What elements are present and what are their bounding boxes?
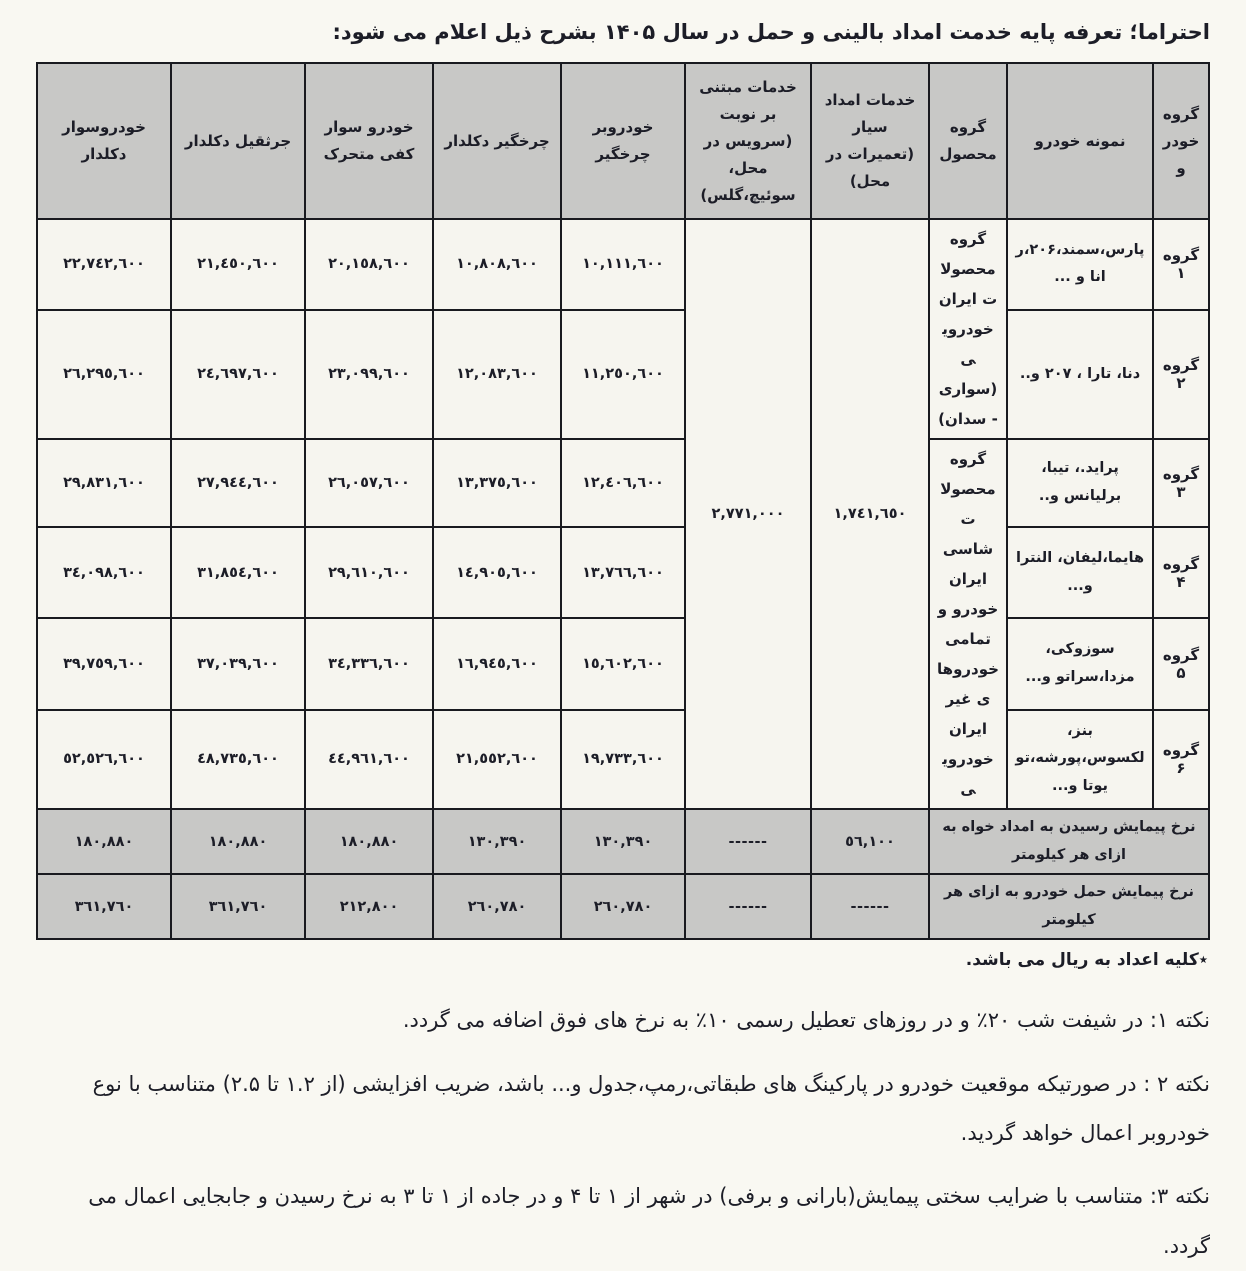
tariff-number: ٣٧,٠٣٩,٦٠٠ xyxy=(197,655,279,672)
tariff-number: ٢١,٥٥٢,٦٠٠ xyxy=(456,751,538,768)
tariff-cell xyxy=(561,439,685,527)
rate-cell xyxy=(171,874,305,939)
tariff-cell xyxy=(305,219,433,310)
vehicle-sample: پراید.، تیبا، برلیانس و.. xyxy=(1007,439,1153,527)
vehicle-sample: سوزوکی، مزدا،سراتو و... xyxy=(1007,618,1153,709)
tariff-cell xyxy=(171,310,305,439)
rate-cell xyxy=(811,809,929,874)
rate-number: ٣٦١,٧٦٠ xyxy=(74,898,134,915)
header-mobile-flatbed: خودرو سوار کفی متحرک xyxy=(305,63,433,219)
rate-cell xyxy=(305,874,433,939)
tariff-cell xyxy=(305,527,433,618)
rate-number: ٢٦٠,٧٨٠ xyxy=(593,898,653,915)
tariff-number: ٤٨,٧٣٥,٦٠٠ xyxy=(197,751,279,768)
tariff-cell xyxy=(171,527,305,618)
tariff-cell xyxy=(305,710,433,809)
notes-section xyxy=(36,996,1210,1271)
product-group-ikco-sedan: گروه محصولات ایران خودرویی (سواری- سدان) xyxy=(929,219,1007,439)
group-label: گروه۵ xyxy=(1153,618,1209,709)
tariff-cell xyxy=(37,439,171,527)
tariff-cell xyxy=(433,710,561,809)
tariff-number: ٢٣,٠٩٩,٦٠٠ xyxy=(328,366,410,383)
tariff-number: ٢١,٤٥٠,٦٠٠ xyxy=(197,256,279,273)
shift-services-number: ٢,٧٧١,٠٠٠ xyxy=(711,506,785,522)
rate-cell xyxy=(37,809,171,874)
tariff-number: ٢٤,٦٩٧,٦٠٠ xyxy=(197,366,279,383)
tariff-cell xyxy=(561,618,685,709)
rate-number: ١٨٠,٨٨٠ xyxy=(74,833,134,850)
header-boom-wheel-lift: چرخگیر دکلدار xyxy=(433,63,561,219)
tariff-number: ١٦,٩٤٥,٦٠٠ xyxy=(456,655,538,672)
tariff-cell xyxy=(37,618,171,709)
tariff-cell xyxy=(305,310,433,439)
table-row-group3 xyxy=(37,439,1209,527)
rial-footnote: ٭کلیه اعداد به ریال می باشد. xyxy=(965,950,1208,971)
rate-number: ٣٦١,٧٦٠ xyxy=(208,898,268,915)
rate-number: ٢٦٠,٧٨٠ xyxy=(467,898,527,915)
tariff-cell xyxy=(37,310,171,439)
rate-cell-dash: ------ xyxy=(685,809,811,874)
rate-cell xyxy=(305,809,433,874)
rate-row-transport xyxy=(37,874,1209,939)
note-1: نکته ۱: در شیفت شب ۲۰٪ و در روزهای تعطیل رسمی ۱۰٪ به نرخ های فوق اضافه می گردد. xyxy=(402,1008,1210,1033)
tariff-number: ٢٦,٢٩٥,٦٠٠ xyxy=(63,366,145,383)
header-boom-car-carrier: خودروسوار دکلدار xyxy=(37,63,171,219)
tariff-number: ٢٦,٠٥٧,٦٠٠ xyxy=(328,475,410,492)
tariff-cell xyxy=(433,219,561,310)
rate-cell-dash: ------ xyxy=(811,874,929,939)
tariff-number: ٢٠,١٥٨,٦٠٠ xyxy=(328,256,410,273)
tariff-number: ١٠,٨٠٨,٦٠٠ xyxy=(456,256,538,273)
tariff-cell xyxy=(171,439,305,527)
tariff-cell xyxy=(305,618,433,709)
table-row-group1 xyxy=(37,219,1209,310)
rate-cell xyxy=(561,809,685,874)
tariff-cell xyxy=(37,219,171,310)
tariff-table xyxy=(36,62,1210,940)
rate-row-arrival xyxy=(37,809,1209,874)
rate-number: ١٨٠,٨٨٠ xyxy=(339,833,399,850)
tariff-number: ٢٩,٨٣١,٦٠٠ xyxy=(63,475,145,492)
header-mobile-relief-services: خدمات امداد سیار (تعمیرات در محل) xyxy=(811,63,929,219)
product-group-chassis-non-ikco: گروه محصولات شاسی ایران خودرو و تمامی خودروهای غیر ایران خودرویی xyxy=(929,439,1007,809)
mobile-relief-number: ١,٧٤١,٦٥٠ xyxy=(833,506,907,522)
rate-cell-dash: ------ xyxy=(685,874,811,939)
tariff-number: ١٢,٤٠٦,٦٠٠ xyxy=(582,475,664,492)
header-vehicle-sample: نمونه خودرو xyxy=(1007,63,1153,219)
tariff-number: ١٣,٧٦٦,٦٠٠ xyxy=(582,564,664,581)
rate-cell xyxy=(37,874,171,939)
rate-number: ٥٦,١٠٠ xyxy=(845,833,895,850)
rate-row-label: نرخ پیمایش رسیدن به امداد خواه به ازای هر کیلومتر xyxy=(929,809,1209,874)
tariff-cell xyxy=(561,527,685,618)
rate-number: ١٣٠,٣٩٠ xyxy=(593,833,653,850)
note-2: نکته ۲ : در صورتیکه موقعیت خودرو در پارکینگ های طبقاتی،رمپ،جدول و... باشد، ضریب افزایشی (از ۱.۲ تا ۲.۵) متناسب با نوع خودروبر اعمال خواهد گردید. xyxy=(92,1071,1210,1145)
shift-services-value xyxy=(685,219,811,809)
tariff-cell xyxy=(561,310,685,439)
tariff-cell xyxy=(171,618,305,709)
table-row-group5 xyxy=(37,618,1209,709)
tariff-cell xyxy=(561,219,685,310)
page-title: احتراما؛ تعرفه پایه خدمت امداد بالینی و حمل در سال ۱۴۰۵ بشرح ذیل اعلام می شود: xyxy=(332,20,1210,44)
tariff-number: ٣٤,٣٣٦,٦٠٠ xyxy=(328,655,410,672)
tariff-number: ١٤,٩٠٥,٦٠٠ xyxy=(456,564,538,581)
mobile-relief-value xyxy=(811,219,929,809)
rate-number: ١٣٠,٣٩٠ xyxy=(467,833,527,850)
rate-row-label: نرخ پیمایش حمل خودرو به ازای هر کیلومتر xyxy=(929,874,1209,939)
vehicle-sample: هایما،لیفان، النترا و... xyxy=(1007,527,1153,618)
rate-cell xyxy=(561,874,685,939)
tariff-cell xyxy=(561,710,685,809)
tariff-cell xyxy=(171,710,305,809)
tariff-cell xyxy=(433,527,561,618)
table-row-group6 xyxy=(37,710,1209,809)
rate-cell xyxy=(433,809,561,874)
tariff-number: ٥٢,٥٢٦,٦٠٠ xyxy=(63,751,145,768)
header-boom-crane: جرثقیل دکلدار xyxy=(171,63,305,219)
rate-number: ١٨٠,٨٨٠ xyxy=(208,833,268,850)
tariff-cell xyxy=(305,439,433,527)
header-vehicle-group: گروه خودرو xyxy=(1153,63,1209,219)
group-label: گروه ۶ xyxy=(1153,710,1209,809)
tariff-cell xyxy=(37,527,171,618)
tariff-number: ٢٧,٩٤٤,٦٠٠ xyxy=(197,475,279,492)
tariff-number: ١٩,٧٣٣,٦٠٠ xyxy=(582,751,664,768)
header-wheel-lift-carrier: خودروبر چرخگیر xyxy=(561,63,685,219)
table-row-group2 xyxy=(37,310,1209,439)
tariff-number: ١٢,٠٨٣,٦٠٠ xyxy=(456,366,538,383)
rate-number: ٢١٢,٨٠٠ xyxy=(339,898,399,915)
tariff-number: ٢٩,٦١٠,٦٠٠ xyxy=(328,564,410,581)
tariff-cell xyxy=(37,710,171,809)
tariff-number: ٢٢,٧٤٢,٦٠٠ xyxy=(63,256,145,273)
tariff-number: ٣٤,٠٩٨,٦٠٠ xyxy=(63,564,145,581)
table-row-group4 xyxy=(37,527,1209,618)
group-label: گروه۱ xyxy=(1153,219,1209,310)
tariff-number: ١٠,١١١,٦٠٠ xyxy=(582,256,664,273)
tariff-number: ٤٤,٩٦١,٦٠٠ xyxy=(328,751,410,768)
vehicle-sample: پارس،سمند،۲۰۶،رانا و ... xyxy=(1007,219,1153,310)
tariff-cell xyxy=(433,439,561,527)
tariff-number: ٣١,٨٥٤,٦٠٠ xyxy=(197,564,279,581)
tariff-number: ١٥,٦٠٢,٦٠٠ xyxy=(582,655,664,672)
tariff-number: ١١,٢٥٠,٦٠٠ xyxy=(582,366,664,383)
header-product-group: گروه محصول xyxy=(929,63,1007,219)
tariff-cell xyxy=(433,618,561,709)
vehicle-sample: بنز، لکسوس،پورشه،تویوتا و... xyxy=(1007,710,1153,809)
rate-cell xyxy=(171,809,305,874)
header-row xyxy=(37,63,1209,219)
tariff-cell xyxy=(171,219,305,310)
tariff-cell xyxy=(433,310,561,439)
tariff-number: ٣٩,٧٥٩,٦٠٠ xyxy=(63,655,145,672)
rate-cell xyxy=(433,874,561,939)
header-shift-based-services: خدمات مبتنی بر نوبت (سرویس در محل، سوئیچ،گلس) xyxy=(685,63,811,219)
vehicle-sample: دنا، تارا ، ۲۰۷ و.. xyxy=(1007,310,1153,439)
group-label: گروه۴ xyxy=(1153,527,1209,618)
group-label: گروه۳ xyxy=(1153,439,1209,527)
tariff-number: ١٣,٣٧٥,٦٠٠ xyxy=(456,475,538,492)
note-3: نکته ۳: متناسب با ضرایب سختی پیمایش(بارانی و برفی) در شهر از ۱ تا ۴ و در جاده از ۱ تا ۳ به نرخ رسیدن و جابجایی اعمال می گردد. xyxy=(88,1184,1210,1258)
group-label: گروه۲ xyxy=(1153,310,1209,439)
